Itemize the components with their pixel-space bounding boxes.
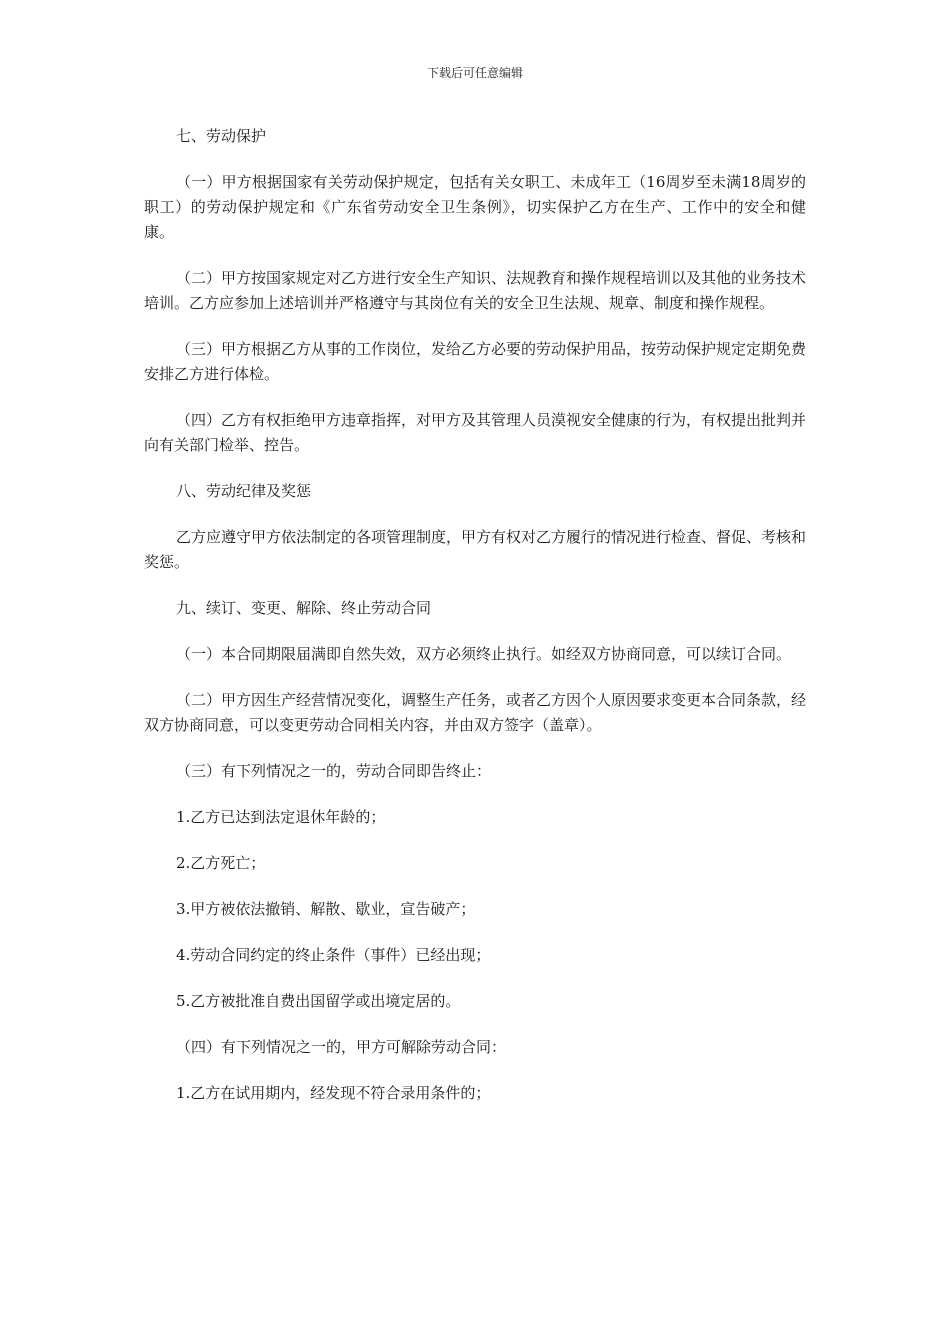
section-heading-contract-changes: 九、续订、变更、解除、终止劳动合同 bbox=[176, 599, 432, 617]
paragraph: （四）乙方有权拒绝甲方违章指挥，对甲方及其管理人员漠视安全健康的行为，有权提出批判并向有关部门检举、控告。 bbox=[144, 411, 807, 454]
list-item: 1.乙方在试用期内，经发现不符合录用条件的； bbox=[176, 1084, 491, 1102]
list-item: 5.乙方被批准自费出国留学或出境定居的。 bbox=[176, 992, 461, 1010]
list-item: 4.劳动合同约定的终止条件（事件）已经出现； bbox=[176, 946, 491, 964]
paragraph: （二）甲方因生产经营情况变化，调整生产任务，或者乙方因个人原因要求变更本合同条款，经双方协商同意，可以变更劳动合同相关内容，并由双方签字（盖章）。 bbox=[144, 691, 807, 734]
paragraph: （四）有下列情况之一的，甲方可解除劳动合同： bbox=[176, 1038, 507, 1056]
list-item: 1.乙方已达到法定退休年龄的； bbox=[176, 808, 386, 826]
document-body bbox=[144, 124, 806, 1127]
paragraph: （三）有下列情况之一的，劳动合同即告终止： bbox=[176, 762, 492, 780]
page-header-note: 下载后可任意编辑 bbox=[426, 66, 523, 80]
paragraph: 乙方应遵守甲方依法制定的各项管理制度，甲方有权对乙方履行的情况进行检查、督促、考核和奖惩。 bbox=[144, 528, 807, 571]
paragraph: （三）甲方根据乙方从事的工作岗位，发给乙方必要的劳动保护用品，按劳动保护规定定期免费安排乙方进行体检。 bbox=[144, 340, 807, 383]
section-heading-labor-protection: 七、劳动保护 bbox=[176, 127, 267, 145]
paragraph: （一）本合同期限届满即自然失效，双方必须终止执行。如经双方协商同意，可以续订合同。 bbox=[176, 645, 792, 663]
list-item: 3.甲方被依法撤销、解散、歇业，宣告破产； bbox=[176, 900, 476, 918]
section-heading-discipline: 八、劳动纪律及奖惩 bbox=[176, 482, 312, 500]
list-item: 2.乙方死亡； bbox=[176, 854, 266, 872]
paragraph: （一）甲方根据国家有关劳动保护规定，包括有关女职工、未成年工（16周岁至未满18周岁的职工）的劳动保护规定和《广东省劳动安全卫生条例》，切实保护乙方在生产、工作中的安全和健康。 bbox=[144, 173, 806, 241]
paragraph: （二）甲方按国家规定对乙方进行安全生产知识、法规教育和操作规程培训以及其他的业务技术培训。乙方应参加上述培训并严格遵守与其岗位有关的安全卫生法规、规章、制度和操作规程。 bbox=[144, 269, 807, 312]
